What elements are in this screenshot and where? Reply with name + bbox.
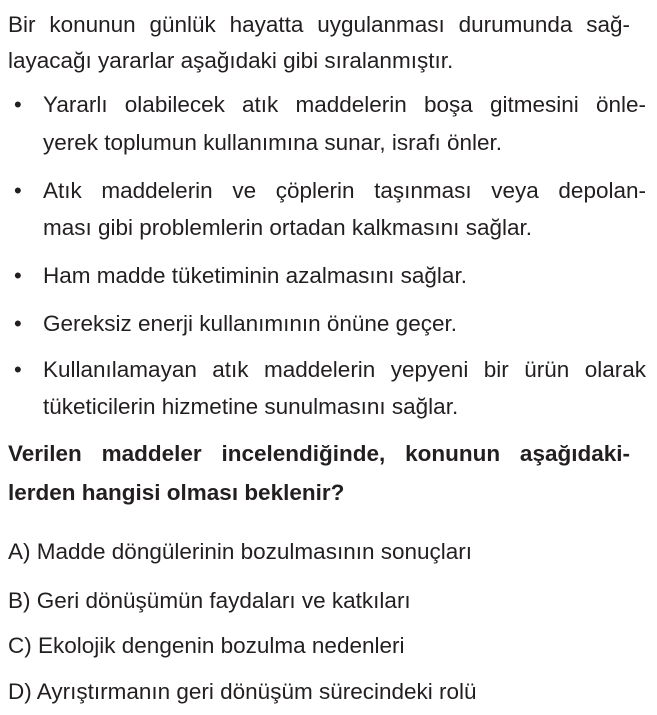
bullet-marker	[14, 94, 22, 116]
intro-line-1: Bir konunun günlük hayatta uygulanması durumunda sağ-	[8, 12, 630, 37]
bullet-5-line-1: Kullanılamayan atık maddelerin yepyeni bir ürün olarak	[43, 357, 646, 382]
option-d[interactable]: D) Ayrıştırmanın geri dönüşüm sürecindeki rolü	[8, 679, 477, 704]
question-line-2: lerden hangisi olması beklenir?	[8, 480, 345, 505]
intro-line-2: layacağı yararlar aşağıdaki gibi sıralanmıştır.	[8, 48, 454, 73]
option-b[interactable]: B) Geri dönüşümün faydaları ve katkıları	[8, 588, 411, 613]
bullet-marker	[14, 313, 22, 335]
bullet-2-line-2: ması gibi problemlerin ortadan kalkmasını sağlar.	[43, 215, 532, 240]
option-c[interactable]: C) Ekolojik dengenin bozulma nedenleri	[8, 633, 405, 658]
bullet-marker	[14, 359, 22, 381]
option-a[interactable]: A) Madde döngülerinin bozulmasının sonuçları	[8, 539, 473, 564]
bullet-1-line-1: Yararlı olabilecek atık maddelerin boşa gitmesini önle-	[43, 92, 646, 117]
bullet-2-line-1: Atık maddelerin ve çöplerin taşınması veya depolan-	[43, 178, 646, 203]
bullet-1-line-2: yerek toplumun kullanımına sunar, israfı önler.	[43, 130, 502, 155]
bullet-5-line-2: tüketicilerin hizmetine sunulmasını sağlar.	[43, 394, 459, 419]
bullet-4-line-1: Gereksiz enerji kullanımının önüne geçer.	[43, 311, 457, 336]
bullet-marker	[14, 180, 22, 202]
bullet-marker	[14, 265, 22, 287]
question-line-1: Verilen maddeler incelendiğinde, konunun aşağıdaki-	[8, 441, 630, 466]
bullet-3-line-1: Ham madde tüketiminin azalmasını sağlar.	[43, 263, 467, 288]
